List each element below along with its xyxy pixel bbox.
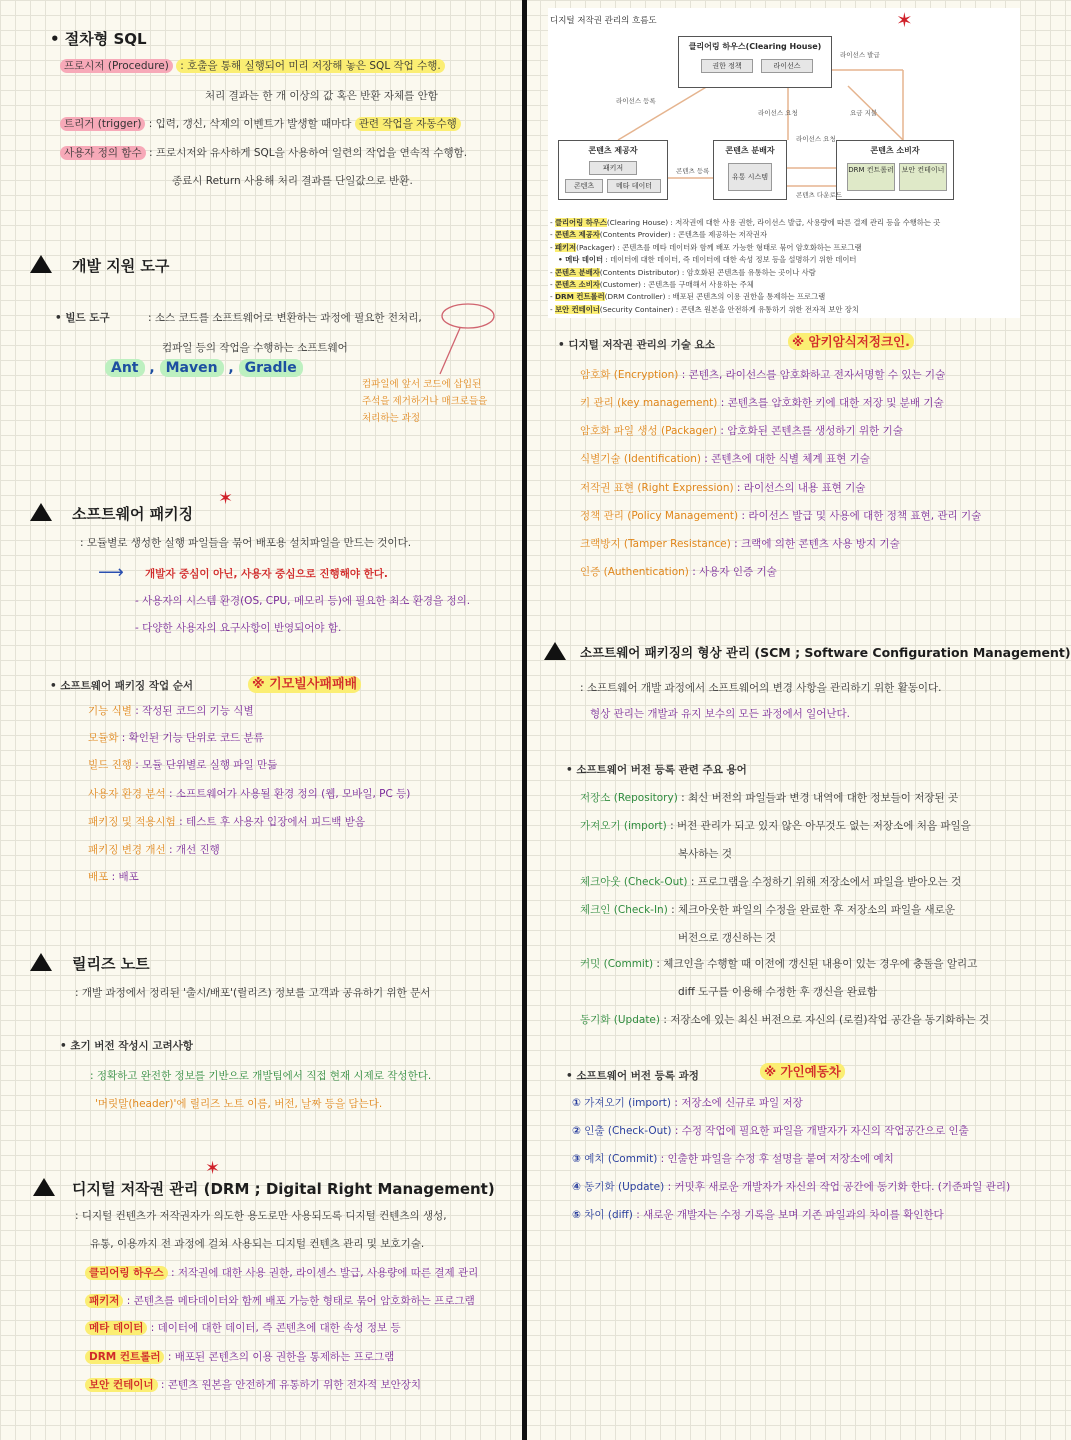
drm-tech-item-term: 인증 (Authentication) — [580, 566, 689, 578]
drm-item-desc: : 저작권에 대한 사용 권한, 라이센스 발급, 사용량에 따른 결제 관리 — [171, 1267, 479, 1279]
legend-item: - 콘텐츠 제공자(Contents Provider) : 콘텐츠를 제공하는 저작권자 — [550, 230, 767, 240]
packaging-step-term: 기능 식별 — [88, 705, 132, 717]
scm-term-desc: 버전으로 갱신하는 것 — [678, 932, 776, 944]
distributor-box — [713, 140, 787, 200]
step-number: ④ — [572, 1181, 581, 1193]
drm-item-desc: : 콘텐츠를 메타데이터와 함께 배포 가능한 형태로 묶어 암호화하는 프로그램 — [126, 1295, 475, 1307]
star-icon: ✶ — [218, 488, 234, 509]
release-note-sub-2: '머릿말(header)'에 릴리즈 노트 이름, 버전, 날짜 등을 담는다. — [95, 1098, 383, 1110]
legend-item: - 콘텐츠 소비자(Customer) : 콘텐츠를 구매해서 사용하는 주체 — [550, 280, 754, 289]
packager-chip: 패키저 — [589, 161, 637, 175]
release-note-sub-label: • 초기 버전 작성시 고려사항 — [60, 1040, 193, 1052]
step-number: ① — [572, 1097, 581, 1109]
preprocess-note-line-1: 컴파일에 앞서 코드에 삽입된 — [362, 379, 482, 390]
trigger-row — [60, 116, 461, 131]
step-desc: : 새로운 개발자는 수정 기록을 보며 기존 파일과의 차이를 확인한다 — [636, 1209, 944, 1221]
drm-tech-mnemonic — [788, 332, 914, 350]
scm-term-desc: diff 도구를 이용해 수정한 후 갱신을 완료함 — [678, 986, 878, 998]
consumer-box — [836, 140, 954, 200]
step-term: 예치 (Commit) — [584, 1153, 658, 1165]
drm-tech-item-term: 저작권 표현 (Right Expression) — [580, 482, 734, 494]
preprocess-note — [362, 376, 487, 427]
scm-term-desc: : 저장소에 있는 최신 버전으로 자신의 (로컬)작업 공간을 동기화하는 것 — [663, 1014, 990, 1026]
procedure-row — [60, 58, 445, 73]
step-number: ⑤ — [572, 1209, 581, 1221]
secure-container-chip: 보안 컨테이너 — [899, 163, 947, 191]
scm-term-term: 가져오기 (import) — [580, 820, 667, 832]
release-note-heading: 릴리즈 노트 — [72, 955, 150, 973]
legend-desc: (Contents Distributor) : 암호화된 콘텐츠를 유통하는 곳이나 사람 — [599, 267, 816, 277]
drm-tech-item — [580, 536, 900, 551]
tool-gradle: Gradle — [239, 359, 303, 377]
packaging-step-desc: : 모듈 단위별로 실행 파일 만듦 — [135, 759, 278, 771]
trigger-term: 트리거 (trigger) — [60, 117, 145, 131]
drm-controller-chip: DRM 컨트롤러 — [847, 163, 895, 191]
preprocess-note-line-3: 처리하는 과정 — [362, 413, 421, 424]
star-icon: ✶ — [896, 8, 913, 32]
packaging-desc: : 모듈별로 생성한 실행 파일들을 묶어 배포용 설치파일을 만드는 것이다. — [80, 537, 412, 549]
packaging-bullet-2: - 다양한 사용자의 요구사항이 반영되어야 함. — [135, 622, 342, 634]
legend-term: 콘텐츠 제공자 — [554, 230, 600, 240]
legend-term: 클리어링 하우스 — [554, 218, 607, 227]
drm-tech-item-desc: : 콘텐츠를 암호화한 키에 대한 저장 및 분배 기술 — [720, 397, 944, 409]
scm-terms-label: • 소프트웨어 버전 등록 관련 주요 용어 — [566, 764, 747, 776]
build-tools-label: • 빌드 도구 — [55, 312, 110, 324]
scm-term-term: 동기화 (Update) — [580, 1014, 660, 1026]
build-tools-desc: : 소스 코드를 소프트웨어로 변환하는 과정에 필요한 전처리, — [148, 312, 422, 324]
packaging-step — [88, 814, 365, 829]
drm-desc: : 디지털 컨텐츠가 저작권자가 의도한 용도로만 사용되도록 디지털 컨텐츠의 생성, — [75, 1210, 447, 1222]
drm-tech-item-term: 암호화 파일 생성 (Packager) — [580, 425, 718, 437]
label-payment: 요금 지불 — [850, 109, 878, 117]
packaging-order-mnemonic-text: ※ 기모빌사패패배 — [248, 676, 361, 693]
dev-tools-heading: 개발 지원 도구 — [72, 257, 170, 275]
udf-desc: : 프로시저와 유사하게 SQL을 사용하여 일련의 작업을 연속적 수행함. — [149, 147, 468, 159]
drm-item-term: DRM 컨트롤러 — [85, 1350, 164, 1364]
tool-ant: Ant — [105, 359, 145, 377]
drm-tech-item-desc: : 콘텐츠, 라이선스를 암호화하고 전자서명할 수 있는 기술 — [681, 369, 946, 381]
section-triangle-icon — [30, 953, 52, 971]
scm-term-desc: : 버전 관리가 되고 있지 않은 아무것도 없는 저장소에 처음 파일을 — [670, 820, 971, 832]
drm-tech-item — [580, 451, 870, 466]
preprocess-annotation-arrow — [430, 300, 500, 380]
legend-term: 패키저 — [554, 242, 577, 252]
scm-proc-mnemonic-text: ※ 가인예동차 — [760, 1063, 845, 1080]
scm-term-desc: : 최신 버전의 파일들과 변경 내역에 대한 정보들이 저장된 곳 — [681, 792, 959, 804]
scm-heading: 소프트웨어 패키징의 형상 관리 (SCM ; Software Configuration Management) — [580, 645, 1071, 660]
clearing-house-title: 클리어링 하우스(Clearing House) — [688, 42, 822, 51]
drm-tech-item-term: 암호화 (Encryption) — [580, 369, 679, 381]
legend-term: DRM 컨트롤러 — [554, 292, 605, 302]
label-license-request: 라이선스 요청 — [758, 109, 798, 117]
step-term: 동기화 (Update) — [584, 1181, 665, 1193]
diagram-title: 디지털 저작권 관리의 흐름도 — [550, 16, 657, 26]
scm-term — [580, 1012, 989, 1027]
drm-item — [85, 1377, 421, 1392]
scm-term — [580, 956, 977, 971]
drm-tech-item-desc: : 라이선스 발급 및 사용에 대한 정책 표현, 관리 기술 — [741, 510, 982, 522]
scm-proc-mnemonic — [760, 1062, 845, 1080]
packaging-heading: 소프트웨어 패키징 — [72, 505, 194, 523]
legend-desc: (Contents Provider) : 콘텐츠를 제공하는 저작권자 — [599, 230, 767, 240]
procedure-desc: : 호출을 통해 실행되어 미리 저장해 놓은 SQL 작업 수행. — [176, 59, 445, 73]
trigger-desc-highlight: 관련 작업을 자동수행 — [355, 117, 461, 131]
section-triangle-icon — [30, 503, 52, 521]
packaging-arrow-text: 개발자 중심이 아닌, 사용자 중심으로 진행해야 한다. — [145, 568, 388, 580]
packaging-step-desc: : 확인된 기능 단위로 코드 분류 — [121, 732, 264, 744]
arrow-right-icon: ⟶ — [98, 562, 124, 583]
step-desc: : 수정 작업에 필요한 파일을 개발자가 자신의 작업공간으로 인출 — [674, 1125, 969, 1137]
drm-tech-item — [580, 508, 981, 523]
label-license-issue: 라이선스 발급 — [840, 51, 880, 59]
label-content-register: 콘텐츠 등록 — [676, 167, 710, 175]
metadata-chip: 메타 데이터 — [607, 179, 661, 193]
section-triangle-icon — [30, 255, 52, 273]
legend-desc: (Security Container) : 콘텐츠 원본을 안전하게 유통하기 위한 전자적 보안 장치 — [599, 304, 859, 314]
legend-item: - 클리어링 하우스(Clearing House) : 저작권에 대한 사용 권한, 라이선스 발급, 사용량에 따른 결제 관리 등을 수행하는 곳 — [550, 218, 941, 227]
packaging-step-term: 배포 — [88, 871, 109, 883]
drm-item-term: 메타 데이터 — [85, 1321, 147, 1335]
drm-heading: 디지털 저작권 관리 (DRM ; Digital Right Management) — [72, 1180, 495, 1198]
udf-term: 사용자 정의 함수 — [60, 146, 146, 160]
legend-item — [558, 255, 856, 265]
drm-tech-item — [580, 564, 777, 579]
packaging-step-term: 사용자 환경 분석 — [88, 788, 166, 800]
scm-proc-step — [572, 1151, 894, 1166]
scm-term-term: 체크아웃 (Check-Out) — [580, 876, 688, 888]
drm-item-term: 클리어링 하우스 — [85, 1266, 168, 1280]
tool-maven: Maven — [160, 359, 224, 377]
drm-flow-diagram — [548, 8, 1020, 318]
packaging-step-desc: : 작성된 코드의 기능 식별 — [135, 705, 254, 717]
consumer-title: 콘텐츠 소비자 — [870, 146, 920, 155]
procedural-sql-title: • 절차형 SQL — [50, 30, 147, 48]
drm-item-term: 패키저 — [85, 1294, 123, 1308]
scm-term-term: 체크인 (Check-In) — [580, 904, 668, 916]
drm-tech-item-desc: : 라이선스의 내용 표현 기술 — [736, 482, 866, 494]
scm-term-term: 커밋 (Commit) — [580, 958, 654, 970]
step-term: 인출 (Check-Out) — [584, 1125, 672, 1137]
drm-tech-item-desc: : 암호화된 콘텐츠를 생성하기 위한 기술 — [720, 425, 903, 437]
distributor-title: 콘텐츠 분배자 — [725, 146, 775, 155]
release-note-desc: : 개발 과정에서 정리된 '출시/배포'(릴리즈) 정보를 고객과 공유하기 위한 문서 — [75, 987, 431, 999]
packaging-step-desc: : 테스트 후 사용자 입장에서 피드백 받음 — [179, 816, 366, 828]
scm-term — [678, 984, 877, 999]
packaging-order-label: • 소프트웨어 패키징 작업 순서 — [50, 680, 194, 692]
packaging-step — [88, 757, 277, 772]
drm-item — [85, 1320, 401, 1335]
provider-title: 콘텐츠 제공자 — [588, 146, 638, 155]
step-desc: : 저장소에 신규로 파일 저장 — [674, 1097, 803, 1109]
step-term: 차이 (diff) — [584, 1209, 633, 1221]
drm-tech-item-desc: : 콘텐츠에 대한 식별 체계 표현 기술 — [704, 453, 870, 465]
packaging-step — [88, 786, 410, 801]
legend-desc: (Packager) : 콘텐츠를 메타 데이터와 함께 배포 가능한 형태로 묶어 암호화하는 프로그램 — [576, 242, 862, 252]
provider-box — [558, 140, 668, 200]
label-content-download: 콘텐츠 다운로드 — [796, 191, 843, 199]
packaging-step-term: 모듈화 — [88, 732, 119, 744]
legend-desc: (DRM Controller) : 배포된 콘텐츠의 이용 권한을 통제하는 프로그램 — [604, 292, 826, 302]
build-tools-desc-2: 컴파일 등의 작업을 수행하는 소프트웨어 — [162, 342, 348, 354]
drm-tech-item-desc: : 크랙에 의한 콘텐츠 사용 방지 기술 — [734, 538, 900, 550]
drm-desc-2: 유통, 이용까지 전 과정에 걸쳐 사용되는 디지털 컨텐츠 관리 및 보호기술. — [90, 1238, 425, 1250]
scm-proc-step — [572, 1207, 944, 1222]
scm-term-desc: : 체크인을 수행할 때 이전에 갱신된 내용이 있는 경우에 충돌을 알리고 — [656, 958, 978, 970]
drm-tech-item-term: 식별기술 (Identification) — [580, 453, 701, 465]
scm-proc-step — [572, 1179, 1010, 1194]
step-desc: : 커밋후 새로운 개발자가 자신의 작업 공간에 동기화 한다. (기준파일 관리) — [667, 1181, 1011, 1193]
drm-item-desc: : 데이터에 대한 데이터, 즉 콘텐츠에 대한 속성 정보 등 — [150, 1322, 401, 1334]
step-term: 가져오기 (import) — [584, 1097, 672, 1109]
drm-tech-item-term: 키 관리 (key management) — [580, 397, 718, 409]
legend-item: - 콘텐츠 분배자(Contents Distributor) : 암호화된 콘텐츠를 유통하는 곳이나 사람 — [550, 267, 816, 277]
scm-term-desc: : 체크아웃한 파일의 수정을 완료한 후 저장소의 파일을 새로운 — [671, 904, 955, 916]
distribution-system-chip: 유통 시스템 — [728, 163, 772, 191]
content-chip: 콘텐츠 — [565, 179, 603, 193]
scm-term — [580, 818, 971, 833]
column-divider — [522, 0, 527, 1440]
trigger-desc: : 입력, 갱신, 삭제의 이벤트가 발생할 때마다 — [148, 118, 355, 130]
build-tool-list: Ant , Maven , Gradle — [105, 360, 303, 376]
drm-item — [85, 1293, 475, 1308]
packaging-step-term: 빌드 진행 — [88, 759, 132, 771]
section-triangle-icon — [33, 1178, 55, 1196]
udf-row — [60, 145, 467, 160]
preprocess-note-line-2: 주석을 제거하거나 매크로들을 — [362, 396, 488, 407]
drm-item — [85, 1349, 394, 1364]
drm-tech-item — [580, 423, 903, 438]
procedure-term: 프로시저 (Procedure) — [60, 59, 173, 73]
section-triangle-icon — [544, 642, 566, 660]
legend-item: - DRM 컨트롤러(DRM Controller) : 배포된 콘텐츠의 이용 권한을 통제하는 프로그램 — [550, 292, 826, 302]
legend-term: 콘텐츠 분배자 — [554, 267, 600, 277]
udf-desc-2: 종료시 Return 사용해 처리 결과를 단일값으로 반환. — [172, 175, 413, 187]
label-license-request-2: 라이선스 요청 — [796, 135, 836, 143]
step-number: ③ — [572, 1153, 581, 1165]
drm-item-term: 보안 컨테이너 — [85, 1378, 158, 1392]
legend-term: 보안 컨테이너 — [554, 304, 600, 314]
drm-tech-item — [580, 367, 945, 382]
legend-desc: (Customer) : 콘텐츠를 구매해서 사용하는 주체 — [599, 280, 754, 289]
legend-term: 콘텐츠 소비자 — [554, 280, 600, 289]
packaging-step — [88, 869, 139, 884]
scm-term — [580, 874, 961, 889]
packaging-step-term: 패키징 및 적용시험 — [88, 816, 176, 828]
legend-item: - 패키저(Packager) : 콘텐츠를 메타 데이터와 함께 배포 가능한 형태로 묶어 암호화하는 프로그램 — [550, 242, 862, 252]
drm-tech-item-term: 크랙방지 (Tamper Resistance) — [580, 538, 731, 550]
legend-desc: (Clearing House) : 저작권에 대한 사용 권한, 라이선스 발급, 사용량에 따른 결제 관리 등을 수행하는 곳 — [606, 218, 941, 227]
drm-tech-item — [580, 480, 865, 495]
packaging-step — [88, 730, 264, 745]
legend-item: - 보안 컨테이너(Security Container) : 콘텐츠 원본을 안전하게 유통하기 위한 전자적 보안 장치 — [550, 304, 859, 314]
step-desc: : 인출한 파일을 수정 후 설명을 붙여 저장소에 예치 — [660, 1153, 894, 1165]
scm-proc-label: • 소프트웨어 버전 등록 과정 — [566, 1070, 699, 1082]
packaging-bullet-1: - 사용자의 시스템 환경(OS, CPU, 메모리 등)에 필요한 최소 환경을 정의. — [135, 595, 471, 607]
packaging-step-term: 패키징 변경 개선 — [88, 844, 166, 856]
scm-term-desc: 복사하는 것 — [678, 848, 733, 860]
packaging-step — [88, 703, 254, 718]
drm-item-desc: : 배포된 콘텐츠의 이용 권한을 통제하는 프로그램 — [167, 1351, 395, 1363]
scm-proc-step — [572, 1095, 803, 1110]
left-column — [0, 0, 522, 1440]
packaging-step-desc: : 개선 진행 — [169, 844, 220, 856]
legend-term: • 메타 데이터 — [558, 255, 603, 265]
procedure-desc-2: 처리 결과는 한 개 이상의 값 혹은 반환 자체를 안함 — [205, 90, 438, 102]
drm-tech-mnemonic-text: ※ 암키암식저정크인. — [788, 333, 914, 350]
license-chip: 라이선스 — [761, 59, 813, 73]
drm-tech-item-term: 정책 관리 (Policy Management) — [580, 510, 739, 522]
scm-term — [580, 902, 955, 917]
star-icon: ✶ — [205, 1158, 221, 1179]
scm-term-desc: : 프로그램을 수정하기 위해 저장소에서 파일을 받아오는 것 — [690, 876, 962, 888]
drm-tech-label: • 디지털 저작권 관리의 기술 요소 — [558, 339, 715, 351]
right-column — [528, 0, 1071, 1440]
packaging-step-desc: : 배포 — [111, 871, 139, 883]
legend-desc: : 데이터에 대한 데이터, 즉 데이터에 대한 속성 정보 등을 설명하기 위한 데이터 — [603, 255, 857, 265]
scm-term — [678, 930, 776, 945]
clearing-house-box — [678, 36, 832, 88]
packaging-order-mnemonic — [248, 673, 361, 692]
drm-tech-item-desc: : 사용자 인증 기술 — [692, 566, 777, 578]
scm-desc: : 소프트웨어 개발 과정에서 소프트웨어의 변경 사항을 관리하기 위한 활동이다. — [580, 682, 942, 694]
scm-term — [580, 790, 958, 805]
packaging-step-desc: : 소프트웨어가 사용될 환경 정의 (웹, 모바일, PC 등) — [169, 788, 411, 800]
scm-desc-2: 형상 관리는 개발과 유지 보수의 모든 과정에서 일어난다. — [590, 708, 850, 720]
scm-proc-step — [572, 1123, 969, 1138]
policy-chip: 권한 정책 — [701, 59, 753, 73]
release-note-sub-1: : 정확하고 완전한 정보를 기반으로 개발팀에서 직접 현재 시제로 작성한다. — [90, 1070, 432, 1082]
drm-item — [85, 1265, 478, 1280]
scm-term-term: 저장소 (Repository) — [580, 792, 678, 804]
label-license-register: 라이선스 등록 — [616, 97, 656, 105]
step-number: ② — [572, 1125, 581, 1137]
packaging-step — [88, 842, 220, 857]
drm-tech-item — [580, 395, 944, 410]
scm-term — [678, 846, 732, 861]
drm-item-desc: : 콘텐츠 원본을 안전하게 유통하기 위한 전자적 보안장치 — [160, 1379, 422, 1391]
